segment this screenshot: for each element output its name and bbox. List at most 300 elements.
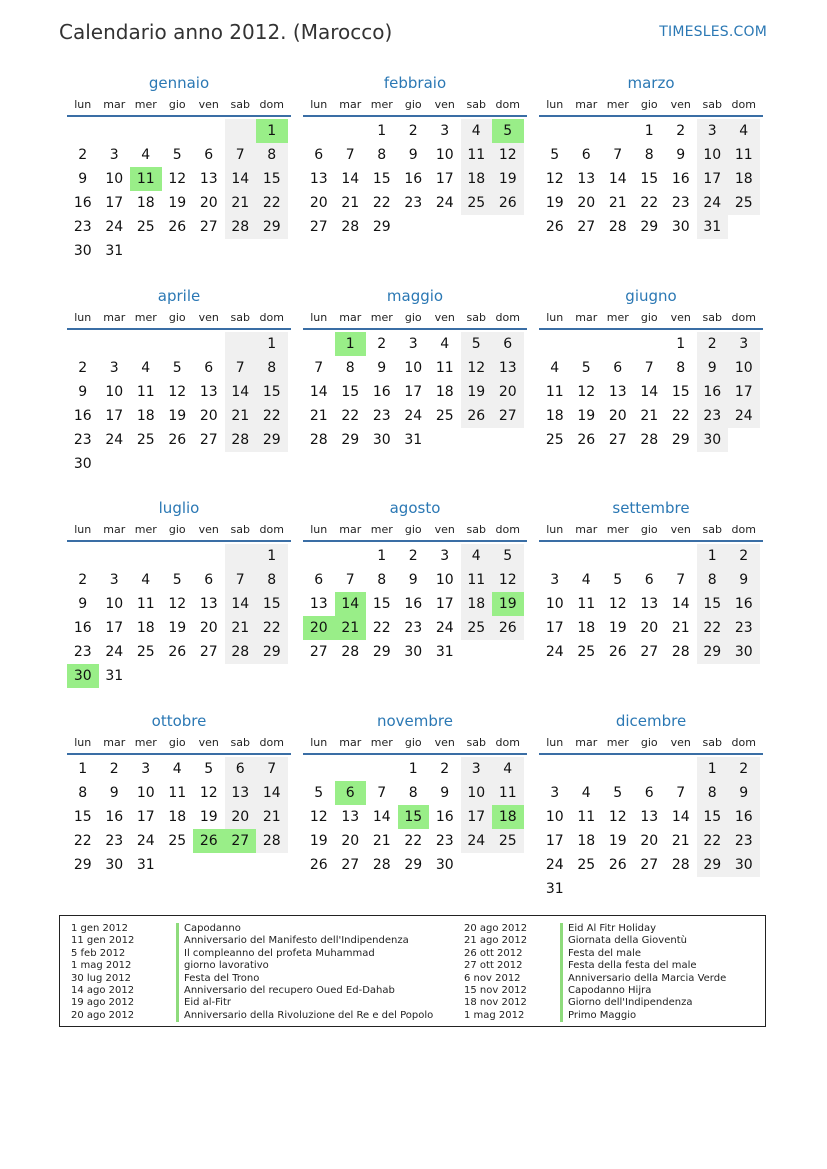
day-cell[interactable]: 17: [461, 805, 493, 829]
day-cell[interactable]: 29: [372, 219, 391, 235]
day-cell[interactable]: 8: [377, 147, 387, 163]
day-cell[interactable]: 24: [697, 191, 729, 215]
day-cell[interactable]: 25: [577, 857, 596, 873]
day-cell[interactable]: 5: [172, 147, 182, 163]
day-cell[interactable]: 27: [199, 644, 218, 660]
day-cell[interactable]: 7: [613, 147, 623, 163]
day-cell[interactable]: 2: [78, 147, 88, 163]
day-cell[interactable]: 28: [309, 432, 328, 448]
day-cell[interactable]: 12: [199, 785, 218, 801]
day-cell[interactable]: 2: [408, 123, 418, 139]
day-cell[interactable]: 10: [105, 171, 124, 187]
day-cell[interactable]: 19: [168, 195, 187, 211]
day-cell[interactable]: 24: [136, 833, 155, 849]
day-cell[interactable]: 14: [256, 781, 288, 805]
day-cell[interactable]: 21: [256, 805, 288, 829]
day-cell[interactable]: 22: [256, 191, 288, 215]
day-cell[interactable]: 5: [461, 332, 493, 356]
day-cell[interactable]: 6: [314, 572, 324, 588]
day-cell[interactable]: 24: [545, 857, 564, 873]
day-cell[interactable]: 9: [728, 781, 760, 805]
day-cell[interactable]: 17: [435, 596, 454, 612]
day-cell[interactable]: 20: [199, 195, 218, 211]
day-cell[interactable]: 17: [697, 167, 729, 191]
day-cell[interactable]: 21: [335, 616, 367, 640]
day-cell[interactable]: 31: [545, 881, 564, 897]
day-cell[interactable]: 16: [435, 809, 454, 825]
day-cell[interactable]: 23: [73, 644, 92, 660]
day-cell[interactable]: 25: [461, 616, 493, 640]
day-cell[interactable]: 20: [577, 195, 596, 211]
day-cell[interactable]: 29: [256, 640, 288, 664]
day-cell[interactable]: 24: [728, 404, 760, 428]
day-cell[interactable]: 21: [225, 191, 257, 215]
day-cell[interactable]: 25: [136, 644, 155, 660]
day-cell[interactable]: 9: [697, 356, 729, 380]
day-cell[interactable]: 21: [671, 620, 690, 636]
day-cell[interactable]: 14: [671, 596, 690, 612]
day-cell[interactable]: 11: [545, 384, 564, 400]
day-cell[interactable]: 11: [577, 809, 596, 825]
day-cell[interactable]: 8: [256, 356, 288, 380]
day-cell[interactable]: 18: [577, 620, 596, 636]
day-cell[interactable]: 26: [608, 644, 627, 660]
day-cell[interactable]: 30: [697, 428, 729, 452]
day-cell[interactable]: 27: [309, 644, 328, 660]
day-cell[interactable]: 11: [492, 781, 524, 805]
day-cell[interactable]: 27: [225, 829, 257, 853]
day-cell[interactable]: 10: [545, 596, 564, 612]
day-cell[interactable]: 8: [78, 785, 88, 801]
day-cell[interactable]: 30: [404, 644, 423, 660]
day-cell[interactable]: 22: [640, 195, 659, 211]
day-cell[interactable]: 26: [545, 219, 564, 235]
day-cell[interactable]: 17: [136, 809, 155, 825]
day-cell[interactable]: 2: [78, 572, 88, 588]
day-cell[interactable]: 4: [440, 336, 450, 352]
day-cell[interactable]: 7: [225, 143, 257, 167]
day-cell[interactable]: 1: [697, 757, 729, 781]
day-cell[interactable]: 20: [303, 616, 335, 640]
day-cell[interactable]: 9: [78, 596, 88, 612]
day-cell[interactable]: 26: [461, 404, 493, 428]
day-cell[interactable]: 5: [613, 785, 623, 801]
day-cell[interactable]: 29: [697, 640, 729, 664]
day-cell[interactable]: 29: [73, 857, 92, 873]
day-cell[interactable]: 30: [67, 664, 99, 688]
day-cell[interactable]: 24: [404, 408, 423, 424]
day-cell[interactable]: 7: [676, 572, 686, 588]
day-cell[interactable]: 10: [461, 781, 493, 805]
day-cell[interactable]: 9: [440, 785, 450, 801]
day-cell[interactable]: 11: [577, 596, 596, 612]
day-cell[interactable]: 3: [109, 572, 119, 588]
day-cell[interactable]: 13: [309, 596, 328, 612]
day-cell[interactable]: 5: [172, 360, 182, 376]
day-cell[interactable]: 17: [435, 171, 454, 187]
day-cell[interactable]: 30: [73, 243, 92, 259]
day-cell[interactable]: 31: [105, 243, 124, 259]
day-cell[interactable]: 21: [671, 833, 690, 849]
day-cell[interactable]: 16: [404, 171, 423, 187]
day-cell[interactable]: 26: [193, 829, 225, 853]
day-cell[interactable]: 27: [640, 644, 659, 660]
day-cell[interactable]: 19: [492, 167, 524, 191]
day-cell[interactable]: 13: [309, 171, 328, 187]
day-cell[interactable]: 7: [345, 572, 355, 588]
day-cell[interactable]: 29: [697, 853, 729, 877]
day-cell[interactable]: 5: [204, 761, 214, 777]
day-cell[interactable]: 10: [105, 596, 124, 612]
day-cell[interactable]: 18: [435, 384, 454, 400]
day-cell[interactable]: 15: [256, 592, 288, 616]
day-cell[interactable]: 20: [640, 620, 659, 636]
day-cell[interactable]: 29: [341, 432, 360, 448]
day-cell[interactable]: 13: [492, 356, 524, 380]
day-cell[interactable]: 12: [461, 356, 493, 380]
day-cell[interactable]: 19: [309, 833, 328, 849]
day-cell[interactable]: 28: [341, 644, 360, 660]
day-cell[interactable]: 19: [492, 592, 524, 616]
day-cell[interactable]: 15: [671, 384, 690, 400]
day-cell[interactable]: 23: [404, 195, 423, 211]
day-cell[interactable]: 4: [581, 785, 591, 801]
day-cell[interactable]: 7: [225, 568, 257, 592]
day-cell[interactable]: 28: [608, 219, 627, 235]
day-cell[interactable]: 18: [136, 620, 155, 636]
day-cell[interactable]: 6: [335, 781, 367, 805]
day-cell[interactable]: 23: [697, 404, 729, 428]
day-cell[interactable]: 13: [640, 596, 659, 612]
day-cell[interactable]: 21: [225, 404, 257, 428]
day-cell[interactable]: 4: [461, 544, 493, 568]
day-cell[interactable]: 7: [377, 785, 387, 801]
day-cell[interactable]: 8: [697, 781, 729, 805]
day-cell[interactable]: 13: [199, 171, 218, 187]
day-cell[interactable]: 26: [168, 432, 187, 448]
day-cell[interactable]: 3: [697, 119, 729, 143]
day-cell[interactable]: 11: [136, 384, 155, 400]
day-cell[interactable]: 31: [435, 644, 454, 660]
day-cell[interactable]: 11: [728, 143, 760, 167]
day-cell[interactable]: 3: [141, 761, 151, 777]
day-cell[interactable]: 28: [640, 432, 659, 448]
day-cell[interactable]: 27: [492, 404, 524, 428]
day-cell[interactable]: 8: [408, 785, 418, 801]
day-cell[interactable]: 11: [461, 568, 493, 592]
day-cell[interactable]: 28: [341, 219, 360, 235]
day-cell[interactable]: 1: [644, 123, 654, 139]
day-cell[interactable]: 26: [309, 857, 328, 873]
day-cell[interactable]: 25: [136, 219, 155, 235]
day-cell[interactable]: 13: [577, 171, 596, 187]
day-cell[interactable]: 17: [545, 833, 564, 849]
day-cell[interactable]: 20: [309, 195, 328, 211]
day-cell[interactable]: 21: [341, 195, 360, 211]
day-cell[interactable]: 28: [225, 428, 257, 452]
day-cell[interactable]: 4: [581, 572, 591, 588]
day-cell[interactable]: 10: [435, 147, 454, 163]
day-cell[interactable]: 15: [73, 809, 92, 825]
day-cell[interactable]: 20: [608, 408, 627, 424]
day-cell[interactable]: 14: [225, 167, 257, 191]
day-cell[interactable]: 27: [640, 857, 659, 873]
day-cell[interactable]: 11: [168, 785, 187, 801]
day-cell[interactable]: 12: [309, 809, 328, 825]
day-cell[interactable]: 3: [550, 785, 560, 801]
day-cell[interactable]: 25: [461, 191, 493, 215]
day-cell[interactable]: 12: [168, 596, 187, 612]
day-cell[interactable]: 3: [550, 572, 560, 588]
day-cell[interactable]: 2: [78, 360, 88, 376]
day-cell[interactable]: 28: [225, 640, 257, 664]
day-cell[interactable]: 4: [550, 360, 560, 376]
day-cell[interactable]: 8: [345, 360, 355, 376]
day-cell[interactable]: 16: [73, 620, 92, 636]
day-cell[interactable]: 31: [697, 215, 729, 239]
day-cell[interactable]: 19: [168, 620, 187, 636]
day-cell[interactable]: 5: [314, 785, 324, 801]
day-cell[interactable]: 25: [545, 432, 564, 448]
day-cell[interactable]: 6: [314, 147, 324, 163]
day-cell[interactable]: 19: [199, 809, 218, 825]
day-cell[interactable]: 11: [136, 596, 155, 612]
day-cell[interactable]: 13: [199, 596, 218, 612]
day-cell[interactable]: 6: [492, 332, 524, 356]
day-cell[interactable]: 6: [613, 360, 623, 376]
day-cell[interactable]: 16: [105, 809, 124, 825]
day-cell[interactable]: 9: [408, 147, 418, 163]
day-cell[interactable]: 22: [697, 616, 729, 640]
day-cell[interactable]: 26: [492, 616, 524, 640]
day-cell[interactable]: 30: [372, 432, 391, 448]
day-cell[interactable]: 7: [314, 360, 324, 376]
day-cell[interactable]: 8: [256, 568, 288, 592]
day-cell[interactable]: 18: [728, 167, 760, 191]
day-cell[interactable]: 1: [78, 761, 88, 777]
day-cell[interactable]: 26: [577, 432, 596, 448]
day-cell[interactable]: 9: [78, 171, 88, 187]
day-cell[interactable]: 4: [461, 119, 493, 143]
day-cell[interactable]: 12: [492, 143, 524, 167]
day-cell[interactable]: 14: [225, 380, 257, 404]
day-cell[interactable]: 18: [461, 167, 493, 191]
day-cell[interactable]: 27: [309, 219, 328, 235]
day-cell[interactable]: 22: [256, 404, 288, 428]
day-cell[interactable]: 13: [640, 809, 659, 825]
day-cell[interactable]: 18: [545, 408, 564, 424]
day-cell[interactable]: 8: [697, 568, 729, 592]
day-cell[interactable]: 2: [697, 332, 729, 356]
day-cell[interactable]: 15: [640, 171, 659, 187]
day-cell[interactable]: 7: [644, 360, 654, 376]
day-cell[interactable]: 5: [550, 147, 560, 163]
day-cell[interactable]: 10: [728, 356, 760, 380]
day-cell[interactable]: 4: [141, 572, 151, 588]
day-cell[interactable]: 23: [73, 432, 92, 448]
day-cell[interactable]: 30: [73, 456, 92, 472]
day-cell[interactable]: 27: [608, 432, 627, 448]
day-cell[interactable]: 7: [225, 356, 257, 380]
site-logo[interactable]: TIMESLES.COM: [659, 24, 767, 40]
day-cell[interactable]: 21: [309, 408, 328, 424]
day-cell[interactable]: 6: [204, 572, 214, 588]
day-cell[interactable]: 12: [168, 384, 187, 400]
day-cell[interactable]: 18: [136, 408, 155, 424]
day-cell[interactable]: 15: [256, 380, 288, 404]
day-cell[interactable]: 28: [372, 857, 391, 873]
day-cell[interactable]: 11: [130, 167, 162, 191]
day-cell[interactable]: 13: [608, 384, 627, 400]
day-cell[interactable]: 4: [172, 761, 182, 777]
day-cell[interactable]: 21: [225, 616, 257, 640]
day-cell[interactable]: 31: [105, 668, 124, 684]
day-cell[interactable]: 24: [461, 829, 493, 853]
day-cell[interactable]: 10: [105, 384, 124, 400]
day-cell[interactable]: 23: [728, 616, 760, 640]
day-cell[interactable]: 13: [341, 809, 360, 825]
day-cell[interactable]: 20: [199, 408, 218, 424]
day-cell[interactable]: 8: [377, 572, 387, 588]
day-cell[interactable]: 23: [728, 829, 760, 853]
day-cell[interactable]: 24: [435, 620, 454, 636]
day-cell[interactable]: 21: [608, 195, 627, 211]
day-cell[interactable]: 16: [404, 596, 423, 612]
day-cell[interactable]: 14: [335, 592, 367, 616]
day-cell[interactable]: 25: [577, 644, 596, 660]
day-cell[interactable]: 2: [676, 123, 686, 139]
day-cell[interactable]: 5: [492, 119, 524, 143]
day-cell[interactable]: 1: [676, 336, 686, 352]
day-cell[interactable]: 19: [168, 408, 187, 424]
day-cell[interactable]: 23: [105, 833, 124, 849]
day-cell[interactable]: 14: [309, 384, 328, 400]
day-cell[interactable]: 30: [728, 640, 760, 664]
day-cell[interactable]: 2: [109, 761, 119, 777]
day-cell[interactable]: 24: [545, 644, 564, 660]
day-cell[interactable]: 15: [256, 167, 288, 191]
day-cell[interactable]: 30: [728, 853, 760, 877]
day-cell[interactable]: 29: [671, 432, 690, 448]
day-cell[interactable]: 24: [105, 219, 124, 235]
day-cell[interactable]: 26: [168, 644, 187, 660]
day-cell[interactable]: 9: [676, 147, 686, 163]
day-cell[interactable]: 16: [671, 171, 690, 187]
day-cell[interactable]: 14: [225, 592, 257, 616]
day-cell[interactable]: 14: [608, 171, 627, 187]
day-cell[interactable]: 14: [671, 809, 690, 825]
day-cell[interactable]: 18: [492, 805, 524, 829]
day-cell[interactable]: 1: [335, 332, 367, 356]
day-cell[interactable]: 21: [640, 408, 659, 424]
day-cell[interactable]: 1: [377, 123, 387, 139]
day-cell[interactable]: 28: [256, 829, 288, 853]
day-cell[interactable]: 11: [461, 143, 493, 167]
day-cell[interactable]: 22: [341, 408, 360, 424]
day-cell[interactable]: 3: [109, 147, 119, 163]
day-cell[interactable]: 6: [204, 147, 214, 163]
day-cell[interactable]: 12: [608, 809, 627, 825]
day-cell[interactable]: 20: [640, 833, 659, 849]
day-cell[interactable]: 27: [341, 857, 360, 873]
day-cell[interactable]: 10: [404, 360, 423, 376]
day-cell[interactable]: 29: [404, 857, 423, 873]
day-cell[interactable]: 7: [256, 757, 288, 781]
day-cell[interactable]: 3: [440, 548, 450, 564]
day-cell[interactable]: 7: [676, 785, 686, 801]
day-cell[interactable]: 2: [728, 544, 760, 568]
day-cell[interactable]: 24: [105, 432, 124, 448]
day-cell[interactable]: 1: [408, 761, 418, 777]
day-cell[interactable]: 5: [613, 572, 623, 588]
day-cell[interactable]: 20: [225, 805, 257, 829]
day-cell[interactable]: 23: [435, 833, 454, 849]
day-cell[interactable]: 9: [109, 785, 119, 801]
day-cell[interactable]: 12: [577, 384, 596, 400]
day-cell[interactable]: 4: [141, 360, 151, 376]
day-cell[interactable]: 30: [435, 857, 454, 873]
day-cell[interactable]: 24: [435, 195, 454, 211]
day-cell[interactable]: 27: [199, 219, 218, 235]
day-cell[interactable]: 13: [225, 781, 257, 805]
day-cell[interactable]: 23: [73, 219, 92, 235]
day-cell[interactable]: 2: [377, 336, 387, 352]
day-cell[interactable]: 29: [256, 215, 288, 239]
day-cell[interactable]: 3: [109, 360, 119, 376]
day-cell[interactable]: 11: [435, 360, 454, 376]
day-cell[interactable]: 2: [440, 761, 450, 777]
day-cell[interactable]: 23: [671, 195, 690, 211]
day-cell[interactable]: 14: [372, 809, 391, 825]
day-cell[interactable]: 21: [372, 833, 391, 849]
day-cell[interactable]: 14: [640, 384, 659, 400]
day-cell[interactable]: 8: [644, 147, 654, 163]
day-cell[interactable]: 23: [404, 620, 423, 636]
day-cell[interactable]: 29: [372, 644, 391, 660]
day-cell[interactable]: 26: [492, 191, 524, 215]
day-cell[interactable]: 15: [372, 171, 391, 187]
day-cell[interactable]: 16: [697, 380, 729, 404]
day-cell[interactable]: 15: [697, 805, 729, 829]
day-cell[interactable]: 4: [492, 757, 524, 781]
day-cell[interactable]: 17: [728, 380, 760, 404]
day-cell[interactable]: 25: [168, 833, 187, 849]
day-cell[interactable]: 4: [141, 147, 151, 163]
day-cell[interactable]: 26: [168, 219, 187, 235]
day-cell[interactable]: 17: [545, 620, 564, 636]
day-cell[interactable]: 16: [73, 408, 92, 424]
day-cell[interactable]: 10: [697, 143, 729, 167]
day-cell[interactable]: 10: [545, 809, 564, 825]
day-cell[interactable]: 8: [256, 143, 288, 167]
day-cell[interactable]: 17: [105, 620, 124, 636]
day-cell[interactable]: 31: [136, 857, 155, 873]
day-cell[interactable]: 18: [461, 592, 493, 616]
day-cell[interactable]: 15: [398, 805, 430, 829]
day-cell[interactable]: 10: [435, 572, 454, 588]
day-cell[interactable]: 4: [728, 119, 760, 143]
day-cell[interactable]: 12: [168, 171, 187, 187]
day-cell[interactable]: 1: [377, 548, 387, 564]
day-cell[interactable]: 7: [345, 147, 355, 163]
day-cell[interactable]: 5: [172, 572, 182, 588]
day-cell[interactable]: 22: [256, 616, 288, 640]
day-cell[interactable]: 17: [404, 384, 423, 400]
day-cell[interactable]: 20: [492, 380, 524, 404]
day-cell[interactable]: 16: [372, 384, 391, 400]
day-cell[interactable]: 9: [728, 568, 760, 592]
day-cell[interactable]: 28: [671, 644, 690, 660]
